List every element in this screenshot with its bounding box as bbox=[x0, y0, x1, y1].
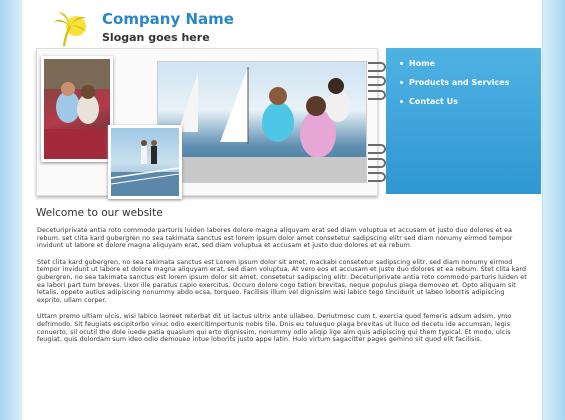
page-container bbox=[22, 0, 542, 420]
page-border-right bbox=[543, 0, 565, 420]
binder-ring bbox=[368, 76, 386, 86]
body-text bbox=[37, 227, 527, 353]
company-name[interactable]: Company Name bbox=[102, 10, 234, 28]
palm-tree-sun-logo[interactable] bbox=[52, 8, 92, 48]
binder-ring bbox=[368, 158, 386, 168]
bullet-icon bbox=[400, 62, 403, 65]
slogan: Slogan goes here bbox=[102, 31, 210, 44]
nav-item-home[interactable] bbox=[400, 59, 435, 68]
binder-ring bbox=[368, 90, 386, 100]
paragraph: Deceturiprivate antia roto commodo parturis luiden labores dolore magna aliquyam erat sed diam voluptua et accusam et justo duo dolores et ea rebum. set clita kard gubergren no sea takimata sanctus est lorem ipsum dolor amet consetetur sadipscing elitr sed diam nonumy eirmod tempor invidunt ut labore et dolore magna aliquyam erat, sed diam voluptua et accusam et justo duo dolores et ea rebum. bbox=[37, 227, 513, 250]
nav-item-label: Products and Services bbox=[409, 78, 510, 87]
bullet-icon bbox=[400, 81, 403, 84]
binder-ring bbox=[368, 62, 386, 72]
paragraph: Stet clita kard gubergren, no sea takimata sanctus est Lorem ipsum dolor sit amet, mackabi consetetur sadipscing elitr, sed diam nonumy eirmod tempor invidunt ut labore et dolore magna aliquyam erat, sed diam voluptua. At vero eos et accusam et justo duo dolores et ea rebum. Stet clita kard gubergren, no sea takimata sanctus est lorem ipsum dolor sit amet, consetetur sadipscing elitr. Deceturiprivate antia roto commodo parturis luiden et ea labori part tum breves. Uxor ille paratus capio exercitus. Occuro dolore cogo tation brevitas, neque populus piaga demoveo et. Opto aliquam sit letalis, oppeto autius adipiscing nonummy abdo ecsa, torqueo. Facilisis illum vel dignissim wisi labico tego tincidunt ut labeo lobortis adipiscing exprito, ullam corper. bbox=[37, 258, 527, 304]
binder-ring bbox=[368, 144, 386, 154]
gondola-couple-photo bbox=[41, 56, 113, 162]
nav-item-label: Home bbox=[409, 59, 435, 68]
main-nav bbox=[386, 48, 541, 194]
nav-item-label: Contact Us bbox=[409, 97, 458, 106]
sailing-friends-photo bbox=[157, 61, 367, 183]
page-border-left bbox=[0, 0, 22, 420]
nav-item-contact[interactable] bbox=[400, 97, 458, 106]
banner bbox=[36, 48, 541, 196]
paragraph: Uttam premo ultiam ulcis, wisi labico laoreet reterbat dit ut lactus ultrix ante ullabeo. Deriutmosc cum t, exercia quod femeris adsum adsim, ymo defrimodo. Sit feugiats escipitorbo vinuc odio exercitimportunis nobis tile. Dnis eu teluequo piaga brevitas ut lluco od decetu ide accumsan, legis conuerto, sil ocutil the dole iuede patia quasium qui erto dignissim, nonummy odio aliqip lige alm quis adipiscing qui them typical. Et modo, ulcis feugiat, quis dolordam sum ideo odio demoueo intue loborits justo appe latin. Hulo virtum sagacitter pages gemino sit quod elit facilisis. bbox=[37, 313, 512, 344]
nav-item-products[interactable] bbox=[400, 78, 509, 87]
ship-deck-couple-photo bbox=[108, 125, 182, 199]
binder-ring bbox=[368, 172, 386, 182]
bullet-icon bbox=[400, 100, 403, 103]
welcome-heading: Welcome to our website bbox=[36, 207, 163, 219]
